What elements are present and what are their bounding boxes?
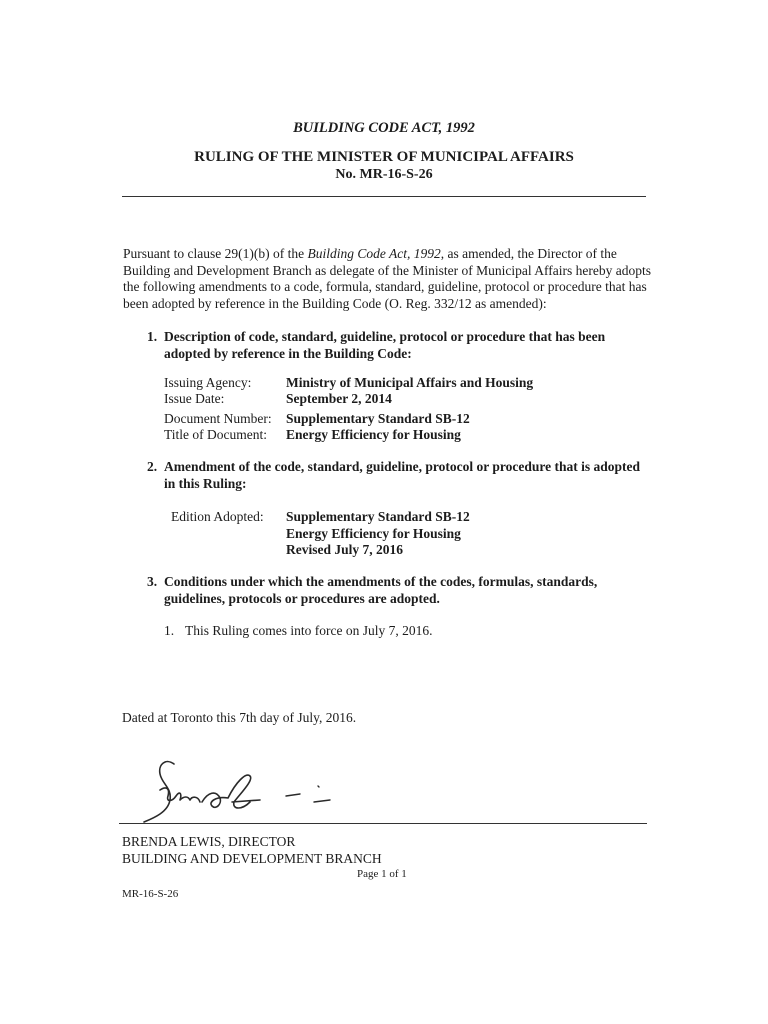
page-number: Page 1 of 1 <box>357 868 407 880</box>
section-2-heading <box>147 459 657 493</box>
intro-act-name: Building Code Act, 1992 <box>307 246 441 261</box>
section-1-heading-text <box>164 329 605 362</box>
header-divider <box>122 196 646 197</box>
section-3-heading <box>147 574 647 608</box>
document-title-row <box>164 427 564 443</box>
edition-line: Energy Efficiency for Housing <box>286 525 461 541</box>
dated-line: Dated at Toronto this 7th day of July, 2016. <box>122 710 357 725</box>
document-number-label: Document Number: <box>164 411 272 426</box>
section-3-number: 3. <box>147 574 158 589</box>
ruling-number: No. MR-16-S-26 <box>335 167 433 182</box>
signer-block <box>122 833 382 867</box>
condition-number: 1. <box>164 623 175 638</box>
document-number-value: Supplementary Standard SB-12 <box>286 411 470 426</box>
issuing-agency-row <box>164 375 564 391</box>
section-2-heading-line1: Amendment of the code, standard, guideline, protocol or procedure that is adopted <box>164 459 641 474</box>
signer-branch: BUILDING AND DEVELOPMENT BRANCH <box>122 851 382 866</box>
issuing-agency-label: Issuing Agency: <box>164 375 252 390</box>
section-3-heading-line2: guidelines, protocols or procedures are adopted. <box>164 590 440 606</box>
signature-image <box>136 752 346 832</box>
section-3-heading-text <box>164 574 597 607</box>
section-2-heading-line2: in this Ruling: <box>164 475 247 491</box>
edition-line: Revised July 7, 2016 <box>286 542 404 557</box>
document-title-value: Energy Efficiency for Housing <box>286 427 461 442</box>
edition-adopted-label: Edition Adopted: <box>171 509 264 524</box>
document-title-label: Title of Document: <box>164 427 267 442</box>
issue-date-value: September 2, 2014 <box>286 391 392 406</box>
intro-paragraph <box>123 246 653 312</box>
edition-adopted-block <box>171 509 511 561</box>
act-title: BUILDING CODE ACT, 1992 <box>293 120 475 136</box>
edition-adopted-values <box>286 509 470 559</box>
signature-line <box>119 823 647 824</box>
intro-after-act: , as amended, the Director of the Building and Development Branch as delegate of the Minister of Municipal Affairs hereby adopts the following amendments to a code, formula, standard, guideline, protocol or procedure that has been adopted by reference in the Building Code (O. Reg. 332/12 as amended): <box>123 246 651 311</box>
document-number-row <box>164 411 564 427</box>
signer-name-title: BRENDA LEWIS, DIRECTOR <box>122 834 296 849</box>
issue-date-label: Issue Date: <box>164 391 225 406</box>
issuing-agency-value: Ministry of Municipal Affairs and Housing <box>286 375 534 390</box>
section-2-heading-text <box>164 459 640 492</box>
ruling-title: RULING OF THE MINISTER OF MUNICIPAL AFFAIRS <box>194 149 574 165</box>
condition-text: This Ruling comes into force on July 7, 2016. <box>185 623 433 638</box>
footer-reference: MR-16-S-26 <box>122 888 179 900</box>
section-1-heading-line2: adopted by reference in the Building Code: <box>164 345 412 361</box>
edition-line: Supplementary Standard SB-12 <box>286 509 470 524</box>
section-1-heading <box>147 329 647 363</box>
issue-date-row <box>164 391 564 407</box>
intro-before-act: Pursuant to clause 29(1)(b) of the <box>123 246 308 261</box>
section-3-heading-line1: Conditions under which the amendments of the codes, formulas, standards, <box>164 574 598 589</box>
section-1-heading-line1: Description of code, standard, guideline, protocol or procedure that has been <box>164 329 606 344</box>
section-2-number: 2. <box>147 459 158 474</box>
section-1-number: 1. <box>147 329 158 344</box>
